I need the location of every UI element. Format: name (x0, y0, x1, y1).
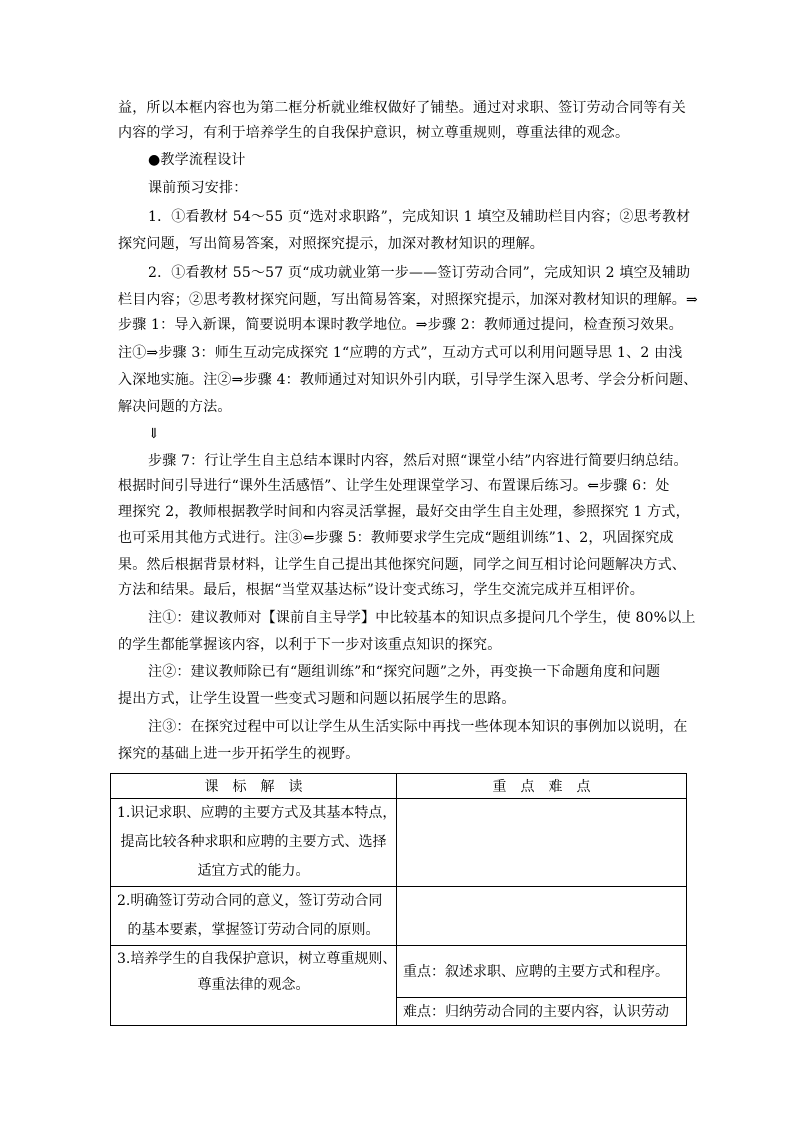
paragraph-line: 1．①看教材 54～55 页“选对求职路”，完成知识 1 填空及辅助栏目内容；②思考教材 (148, 209, 691, 225)
paragraph-line: 2．①看教材 55～57 页“成功就业第一步——签订劳动合同”，完成知识 2 填空及辅助 (148, 265, 691, 281)
key-points-cell-empty (397, 799, 687, 887)
paragraph-line: 的学生都能掌握该内容，以利于下一步对该重点知识的探究。 (118, 637, 502, 653)
paragraph-line: 解决问题的方法。 (118, 399, 232, 415)
standards-cell-2 (111, 887, 397, 946)
key-points-cell-empty-2 (397, 887, 687, 946)
difficult-point-cell: 难点：归纳劳动合同的主要内容，认识劳动 (397, 998, 687, 1026)
paragraph-line: 注③：在探究过程中可以让学生从生活实际中再找一些体现本知识的事例加以说明，在 (148, 719, 688, 735)
paragraph-line: 探究问题，写出简易答案，对照探究提示，加深对教材知识的理解。 (118, 236, 544, 252)
paragraph-line: 果。然后根据背景材料，让学生自己提出其他探究问题，同学之间互相讨论问题解决方式、 (118, 557, 686, 573)
table-cell-line: 尊重法律的观念。 (197, 977, 310, 993)
standards-cell-3 (111, 946, 397, 1026)
paragraph-line: 方法和结果。最后，根据“当堂双基达标”设计变式练习，学生交流完成并互相评价。 (118, 582, 644, 598)
paragraph-line: ●教学流程设计 (148, 152, 246, 168)
paragraph-line: 注②：建议教师除已有“题组训练”和“探究问题”之外，再变换一下命题角度和问题 (148, 664, 661, 680)
paragraph-line: 益，所以本框内容也为第二框分析就业维权做好了铺垫。通过对求职、签订劳动合同等有关 (118, 100, 686, 116)
paragraph-line: 内容的学习，有利于培养学生的自我保护意识，树立尊重规则，尊重法律的观念。 (118, 125, 630, 141)
standards-cell-1 (111, 799, 397, 887)
paragraph-line: ⇓ (148, 426, 160, 442)
table-cell-line: 的基本要素，掌握签订劳动合同的原则。 (127, 922, 380, 938)
paragraph-line: 课前预习安排： (148, 180, 248, 196)
table-cell-line: 1.识记求职、应聘的主要方式及其基本特点， (117, 805, 397, 821)
table-cell-line: 提高比较各种求职和应聘的主要方式、选择 (120, 834, 387, 850)
table-header-standards: 课 标 解 读 (111, 774, 397, 799)
paragraph-line: 理探究 2，教师根据教学时间和内容灵活掌握，最好交由学生自主处理，参照探究 1 方式， (118, 504, 690, 520)
paragraph-line: 栏目内容；②思考教材探究问题，写出简易答案，对照探究提示，加深对教材知识的理解。⇒ (118, 292, 698, 308)
curriculum-table (110, 773, 687, 1026)
key-point-cell: 重点：叙述求职、应聘的主要方式和程序。 (397, 946, 687, 998)
table-cell-line: 3.培养学生的自我保护意识，树立尊重规则、 (117, 951, 397, 967)
paragraph-line: 探究的基础上进一步开拓学生的视野。 (118, 746, 360, 762)
paragraph-line: 注①：建议教师对【课前自主导学】中比较基本的知识点多提问几个学生，使 80%以上 (148, 610, 696, 626)
table-cell-line: 2.明确签订劳动合同的意义，签订劳动合同 (117, 893, 383, 909)
paragraph-line: 根据时间引导进行“课外生活感悟”、让学生处理课堂学习、布置课后练习。⇐步骤 6：处 (118, 478, 670, 494)
table-header-key-difficult: 重 点 难 点 (397, 774, 687, 799)
paragraph-line: 步骤 1：导入新课，简要说明本课时教学地位。⇒步骤 2：教师通过提问，检查预习效果。 (118, 317, 683, 333)
paragraph-line: 提出方式，让学生设置一些变式习题和问题以拓展学生的思路。 (118, 691, 516, 707)
paragraph-line: 步骤 7：行让学生自主总结本课时内容，然后对照“课堂小结”内容进行简要归纳总结。 (148, 453, 688, 469)
paragraph-line: 注①⇒步骤 3：师生互动完成探究 1“应聘的方式”，互动方式可以利用问题导思 1、2 由浅 (118, 345, 683, 361)
paragraph-line: 也可采用其他方式进行。注③⇐步骤 5：教师要求学生完成“题组训练”1、2，巩固探究成 (118, 530, 674, 546)
paragraph-line: 入深地实施。注②⇒步骤 4：教师通过对知识外引内联，引导学生深入思考、学会分析问题、 (118, 372, 698, 388)
table-cell-line: 适宜方式的能力。 (197, 863, 310, 879)
